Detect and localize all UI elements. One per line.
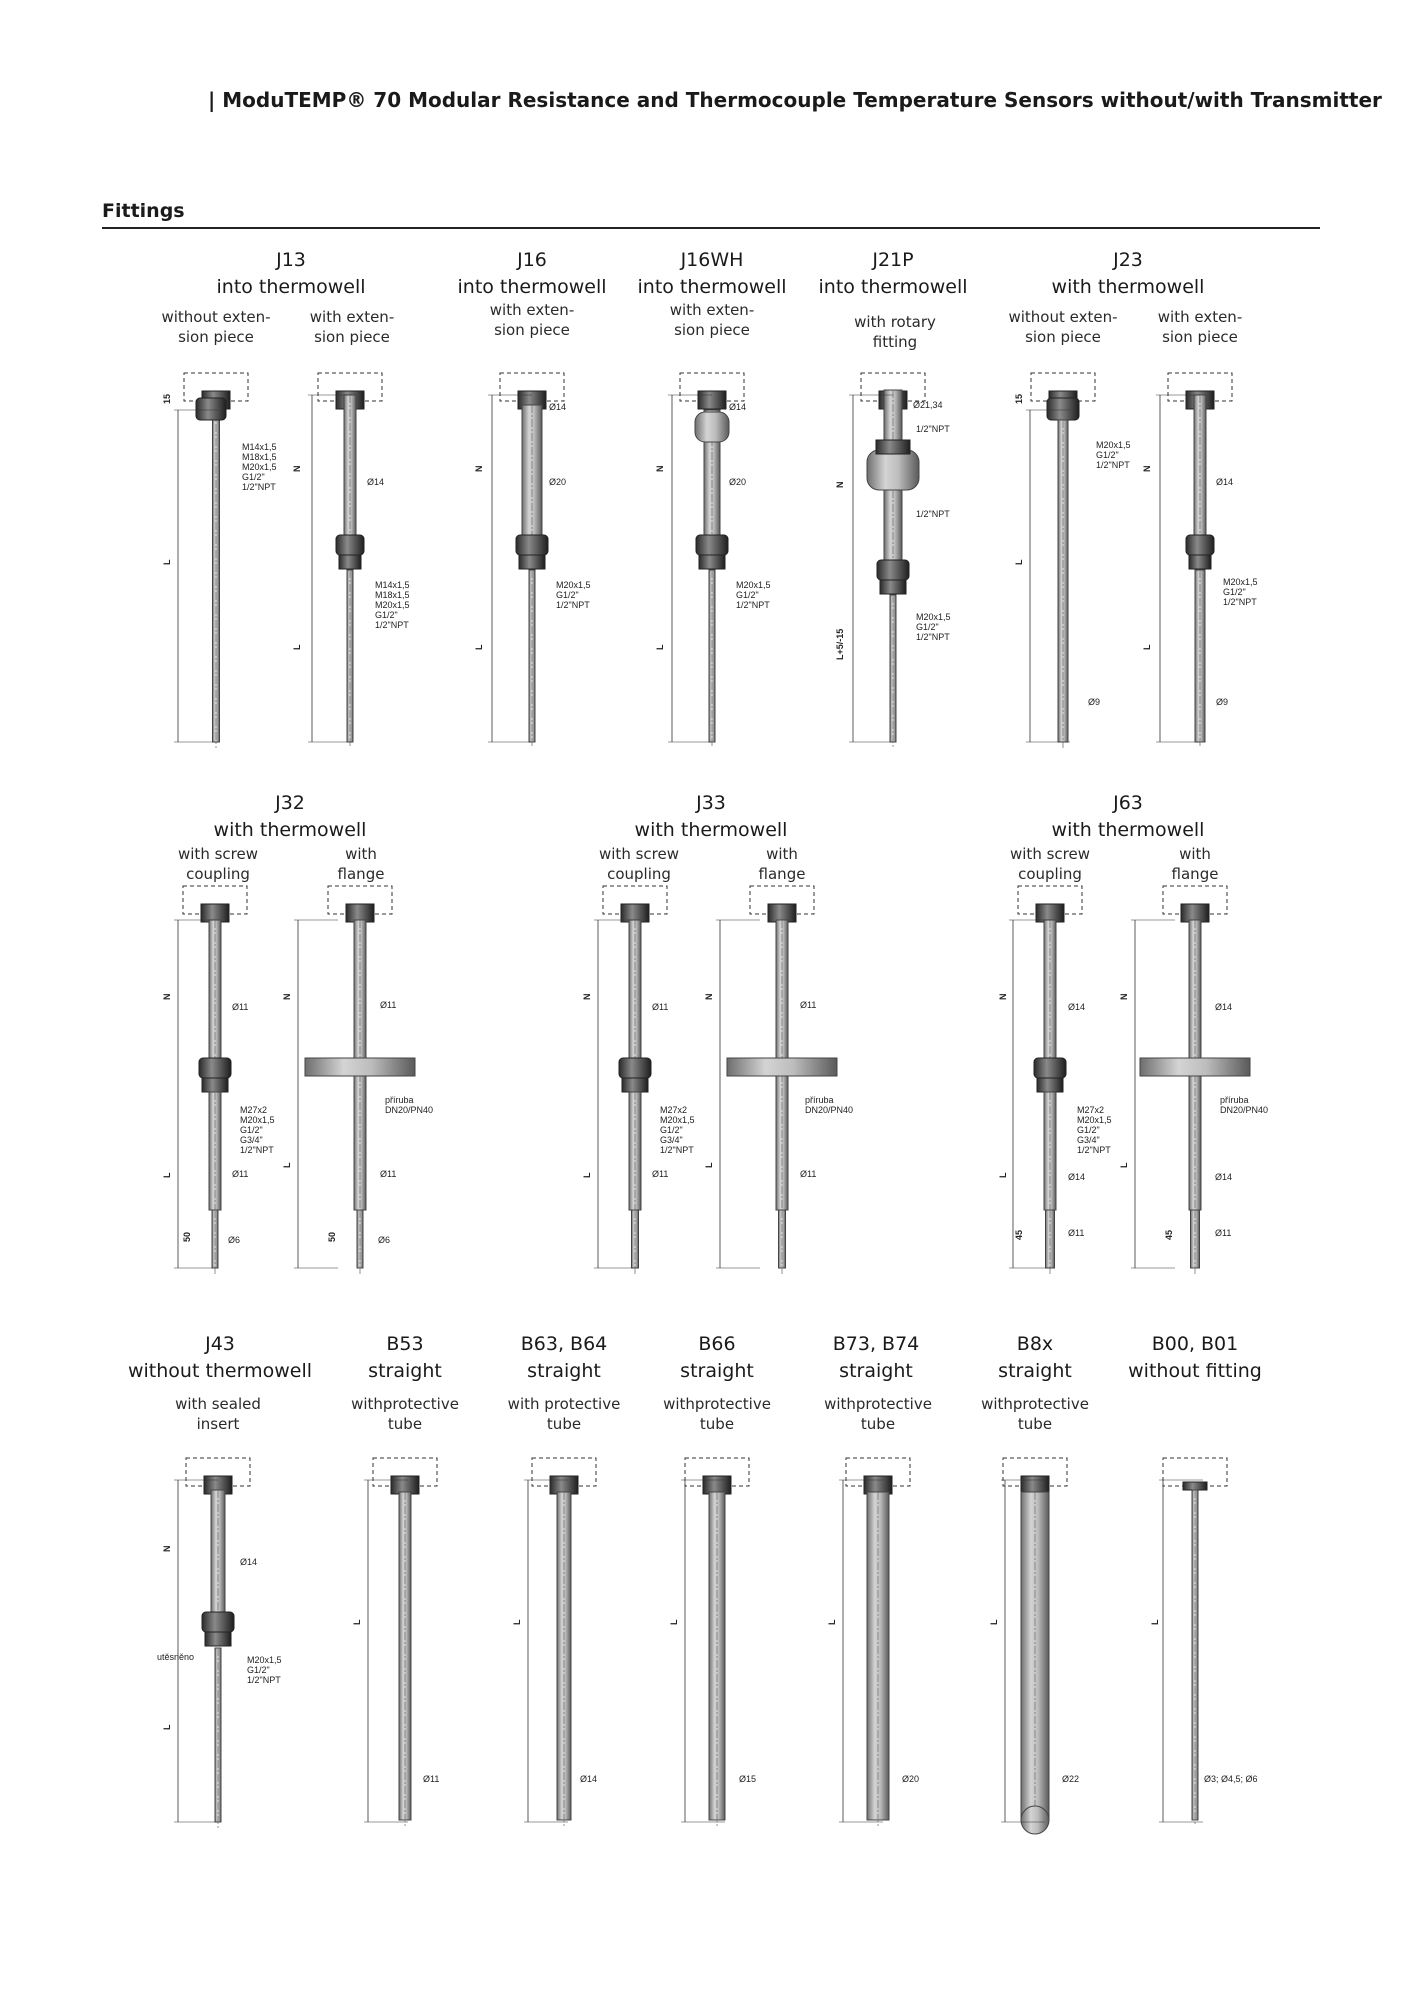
drawing-label-j23b-dim-l: L xyxy=(1142,644,1152,650)
variant-caption-j63a: with screw coupling xyxy=(1010,845,1090,883)
flange xyxy=(305,1058,415,1076)
drawing-label-j63a-dim-n: N xyxy=(998,993,1008,1000)
fitting-code: B73, B74 xyxy=(832,1333,920,1355)
drawing-label-j16-threads: M20x1,5 G1/2" 1/2"NPT xyxy=(556,580,591,610)
drawing-label-j33a-threads: M27x2 M20x1,5 G1/2" G3/4" 1/2"NPT xyxy=(660,1105,695,1155)
drawing-label-j63b-dim-45: 45 xyxy=(1164,1229,1174,1240)
drawing-label-j16wh-dim-n: N xyxy=(655,465,665,472)
drawing-label-b63-d14: Ø14 xyxy=(580,1774,598,1784)
hex-nut xyxy=(202,1612,234,1632)
drawing-label-j16-d14: Ø14 xyxy=(549,402,567,412)
drawing-label-j43-dim-l: L xyxy=(162,1724,172,1730)
drawing-label-j13b-threads: M14x1,5 M18x1,5 M20x1,5 G1/2" 1/2"NPT xyxy=(375,580,410,630)
fitting-code: B00, B01 xyxy=(1151,1333,1239,1355)
fitting-code: B63, B64 xyxy=(520,1333,608,1355)
variant-caption-j63b: with flange xyxy=(1171,845,1219,883)
drawing-label-j16-d20: Ø20 xyxy=(549,477,567,487)
drawing-label-j33b-d11: Ø11 xyxy=(800,1000,817,1010)
rotary-union xyxy=(867,450,919,490)
nut xyxy=(698,391,726,409)
drawing-label-j32b-d6: Ø6 xyxy=(378,1235,391,1245)
drawing-label-j16-dim-n: N xyxy=(474,465,484,472)
fitting-code: J13 xyxy=(276,249,306,271)
drawing-label-j63a-dim-l: L xyxy=(998,1172,1008,1178)
drawing-label-j63b-dim-l: L xyxy=(1119,1162,1129,1168)
variant-caption-j33b: with flange xyxy=(758,845,806,883)
drawing-label-j23-dim-15: 15 xyxy=(1014,393,1024,404)
fitting-description: without fitting xyxy=(1128,1360,1262,1382)
drawing-label-j63a-d11: Ø11 xyxy=(1068,1228,1085,1238)
fitting-description: with thermowell xyxy=(634,819,788,841)
thread xyxy=(876,440,910,454)
hex-nut xyxy=(1186,535,1214,555)
fitting-description: with thermowell xyxy=(213,819,367,841)
variant-caption-b8x: withprotective tube xyxy=(981,1395,1089,1433)
variant-caption-j21p: with rotary fitting xyxy=(854,313,936,351)
fitting-code: B8x xyxy=(1016,1333,1054,1355)
drawing-label-j33b-flange: příruba DN20/PN40 xyxy=(805,1095,854,1115)
drawing-label-j13-dim-l: L xyxy=(162,559,172,565)
nut xyxy=(1036,904,1064,922)
nut xyxy=(391,1476,419,1494)
drawing-label-j63a-d14: Ø14 xyxy=(1068,1002,1086,1012)
hex-nut xyxy=(199,1058,231,1078)
drawing-label-j32b-flange: příruba DN20/PN40 xyxy=(385,1095,434,1115)
section-title: Fittings xyxy=(102,200,185,222)
drawing-label-b63-dim-l: L xyxy=(512,1619,522,1625)
drawing-label-j21p-npt2: 1/2"NPT xyxy=(916,509,950,519)
drawing-label-j16wh-d14: Ø14 xyxy=(729,402,747,412)
drawing-label-b53-d11: Ø11 xyxy=(423,1774,440,1784)
variant-caption-b66: withprotective tube xyxy=(663,1395,771,1433)
fitting-description: without thermowell xyxy=(127,1360,313,1382)
nut xyxy=(1181,904,1209,922)
fitting-description: straight xyxy=(527,1360,601,1382)
drawing-label-j13b-d14: Ø14 xyxy=(367,477,385,487)
nut xyxy=(621,904,649,922)
nut xyxy=(1021,1476,1049,1494)
drawing-label-j33b-dim-l: L xyxy=(704,1162,714,1168)
variant-caption-j32a: with screw coupling xyxy=(178,845,258,883)
hex-nut xyxy=(877,560,909,580)
drawing-label-j63b-d14: Ø14 xyxy=(1215,1002,1233,1012)
hex-nut xyxy=(196,398,226,420)
hex-nut xyxy=(1047,398,1079,420)
drawing-label-j32b-dim-50: 50 xyxy=(327,1231,337,1242)
drawing-label-j33a-d11: Ø11 xyxy=(652,1002,669,1012)
drawing-label-j43-sealed: utěsněno xyxy=(157,1652,195,1662)
thread xyxy=(699,555,725,569)
thread xyxy=(880,580,906,594)
fitting-code: J33 xyxy=(696,792,726,814)
fitting-description: straight xyxy=(839,1360,913,1382)
hex-nut xyxy=(696,535,728,555)
drawing-label-b8x-dim-l: L xyxy=(989,1619,999,1625)
fitting-description: into thermowell xyxy=(216,276,366,298)
drawing-label-j16wh-dim-l: L xyxy=(655,644,665,650)
fitting-code: J16 xyxy=(517,249,547,271)
rounded-tip xyxy=(1021,1806,1049,1834)
fitting-description: with thermowell xyxy=(1051,819,1205,841)
drawing-label-j21p-dim-n: N xyxy=(835,481,845,488)
drawing-label-j21p-d2134: Ø21,34 xyxy=(913,400,943,410)
cable-gland xyxy=(1183,1482,1207,1490)
hex-nut xyxy=(336,535,364,555)
hex-nut xyxy=(1034,1058,1066,1078)
variant-caption-j13a: without exten- sion piece xyxy=(161,308,271,346)
fitting-description: straight xyxy=(680,1360,754,1382)
variant-caption-j33a: with screw coupling xyxy=(599,845,679,883)
drawing-label-j23-d9: Ø9 xyxy=(1088,697,1101,707)
drawing-label-j21p-npt1: 1/2"NPT xyxy=(916,424,950,434)
variant-caption-j43: with sealed insert xyxy=(175,1395,261,1433)
fitting-description: straight xyxy=(368,1360,442,1382)
drawing-label-j32a-dim-l: L xyxy=(162,1172,172,1178)
drawing-label-j23-dim-l: L xyxy=(1014,559,1024,565)
variant-caption-j32b: with flange xyxy=(337,845,385,883)
fitting-description: straight xyxy=(998,1360,1072,1382)
fitting-code: J23 xyxy=(1113,249,1143,271)
thread xyxy=(202,1078,228,1092)
drawing-label-j33b-dim-n: N xyxy=(704,993,714,1000)
drawing-label-b00-dim-l: L xyxy=(1150,1619,1160,1625)
variant-caption-j23b: with exten- sion piece xyxy=(1157,308,1243,346)
drawing-label-j43-dim-n: N xyxy=(162,1545,172,1552)
drawing-label-j32a-dim-n: N xyxy=(162,993,172,1000)
union xyxy=(695,412,729,442)
drawing-label-j32b-d11b: Ø11 xyxy=(380,1169,397,1179)
drawing-label-j43-d14: Ø14 xyxy=(240,1557,258,1567)
variant-caption-b73: withprotective tube xyxy=(824,1395,932,1433)
fitting-description: into thermowell xyxy=(818,276,968,298)
drawing-label-j13-dim-15: 15 xyxy=(162,393,172,404)
variant-caption-j23a: without exten- sion piece xyxy=(1008,308,1118,346)
drawing-label-j23b-threads: M20x1,5 G1/2" 1/2"NPT xyxy=(1223,577,1258,607)
nut xyxy=(864,1476,892,1494)
nut xyxy=(201,904,229,922)
fitting-description: with thermowell xyxy=(1051,276,1205,298)
drawing-label-j23-threads: M20x1,5 G1/2" 1/2"NPT xyxy=(1096,440,1131,470)
fitting-description: into thermowell xyxy=(637,276,787,298)
thread xyxy=(339,555,361,569)
nut xyxy=(550,1476,578,1494)
drawing-label-b53-dim-l: L xyxy=(352,1619,362,1625)
drawing-label-j21p-threads: M20x1,5 G1/2" 1/2"NPT xyxy=(916,612,951,642)
drawing-label-b73-d20: Ø20 xyxy=(902,1774,920,1784)
nut xyxy=(703,1476,731,1494)
variant-caption-b63: with protective tube xyxy=(507,1395,621,1433)
drawing-label-j32b-d11: Ø11 xyxy=(380,1000,397,1010)
drawing-label-b66-dim-l: L xyxy=(669,1619,679,1625)
drawing-label-j23b-dim-n: N xyxy=(1142,465,1152,472)
drawing-label-b00-dia: Ø3; Ø4,5; Ø6 xyxy=(1204,1774,1258,1784)
drawing-label-j43-threads: M20x1,5 G1/2" 1/2"NPT xyxy=(247,1655,282,1685)
drawing-label-j33a-dim-l: L xyxy=(582,1172,592,1178)
page-header-title: | ModuTEMP® 70 Modular Resistance and Thermocouple Temperature Sensors without/with Transmitter xyxy=(208,88,1382,112)
fitting-code: B66 xyxy=(698,1333,736,1355)
fitting-code: J32 xyxy=(275,792,305,814)
drawing-label-j23b-d9: Ø9 xyxy=(1216,697,1229,707)
drawing-label-j32a-d11: Ø11 xyxy=(232,1002,249,1012)
drawing-label-j13-threads: M14x1,5 M18x1,5 M20x1,5 G1/2" 1/2"NPT xyxy=(242,442,277,492)
drawing-label-b8x-d22: Ø22 xyxy=(1062,1774,1080,1784)
drawing-label-j21p-dim-l: L+5/-15 xyxy=(835,628,845,660)
hex-nut xyxy=(619,1058,651,1078)
drawing-label-j63b-d14b: Ø14 xyxy=(1215,1172,1233,1182)
fitting-code: J16WH xyxy=(680,249,744,271)
drawing-label-j32a-d6: Ø6 xyxy=(228,1235,241,1245)
drawing-label-j33a-dim-n: N xyxy=(582,993,592,1000)
variant-caption-b53: withprotective tube xyxy=(351,1395,459,1433)
thread xyxy=(1037,1078,1063,1092)
variant-caption-j16wh: with exten- sion piece xyxy=(669,301,755,339)
drawing-label-j13-dim-n: N xyxy=(292,465,302,472)
nut xyxy=(768,904,796,922)
flange xyxy=(727,1058,837,1076)
variant-caption-j13b: with exten- sion piece xyxy=(309,308,395,346)
drawing-label-b73-dim-l: L xyxy=(827,1619,837,1625)
drawing-label-j16wh-d20: Ø20 xyxy=(729,477,747,487)
thread xyxy=(205,1632,231,1646)
fitting-code: J63 xyxy=(1113,792,1143,814)
drawing-label-j33a-d11b: Ø11 xyxy=(652,1169,669,1179)
drawing-label-j63a-d14b: Ø14 xyxy=(1068,1172,1086,1182)
nut xyxy=(346,904,374,922)
drawing-label-j13b-dim-l: L xyxy=(292,644,302,650)
hex-nut xyxy=(516,535,548,555)
thread xyxy=(519,555,545,569)
drawing-label-j63b-d11: Ø11 xyxy=(1215,1228,1232,1238)
drawing-label-j16wh-threads: M20x1,5 G1/2" 1/2"NPT xyxy=(736,580,771,610)
drawing-label-j63a-threads: M27x2 M20x1,5 G1/2" G3/4" 1/2"NPT xyxy=(1077,1105,1112,1155)
variant-caption-j16: with exten- sion piece xyxy=(489,301,575,339)
drawing-label-j32a-d11b: Ø11 xyxy=(232,1169,249,1179)
drawing-label-j32b-dim-l: L xyxy=(282,1162,292,1168)
fitting-code: J21P xyxy=(872,249,914,271)
drawing-label-j63a-dim-45: 45 xyxy=(1014,1229,1024,1240)
drawing-label-j32b-dim-n: N xyxy=(282,993,292,1000)
drawing-label-j63b-dim-n: N xyxy=(1119,993,1129,1000)
drawing-label-j32a-threads: M27x2 M20x1,5 G1/2" G3/4" 1/2"NPT xyxy=(240,1105,275,1155)
drawing-label-j63b-flange: příruba DN20/PN40 xyxy=(1220,1095,1269,1115)
drawing-label-j33b-d11b: Ø11 xyxy=(800,1169,817,1179)
fitting-description: into thermowell xyxy=(457,276,607,298)
drawing-label-j16-dim-l: L xyxy=(474,644,484,650)
drawing-label-j32a-dim-50: 50 xyxy=(182,1231,192,1242)
fitting-code: B53 xyxy=(386,1333,424,1355)
drawing-label-j23b-d14: Ø14 xyxy=(1216,477,1234,487)
thread xyxy=(1189,555,1211,569)
thread xyxy=(622,1078,648,1092)
fitting-code: J43 xyxy=(205,1333,235,1355)
flange xyxy=(1140,1058,1250,1076)
drawing-label-b66-d15: Ø15 xyxy=(739,1774,757,1784)
